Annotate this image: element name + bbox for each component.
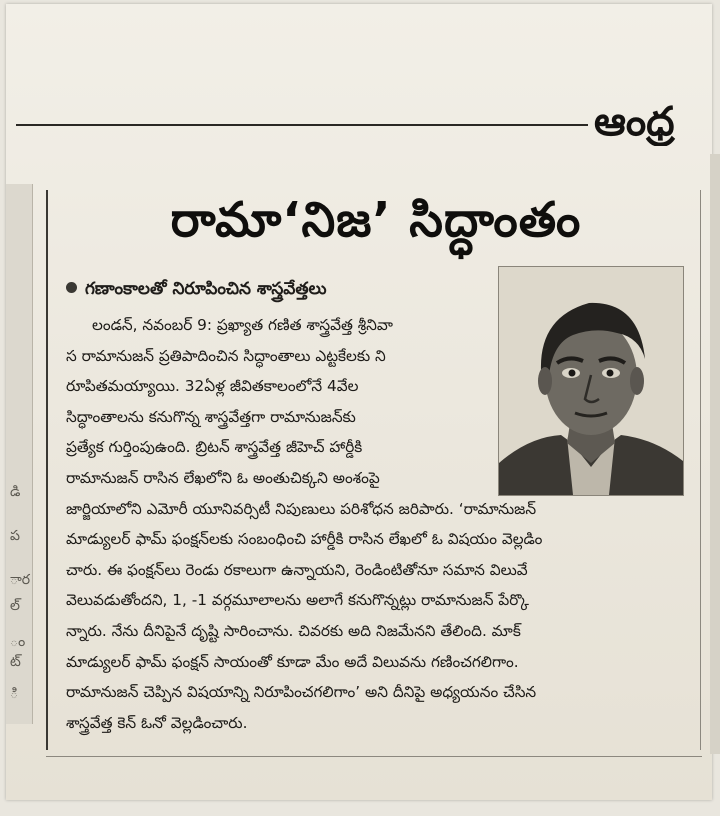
body-line: రామానుజన్ చెప్పిన విషయాన్ని నిరూపించగలిగాం’ అని దీనిపై అధ్యయనం చేసిన bbox=[66, 683, 537, 702]
column-border-left bbox=[46, 190, 48, 750]
top-rule bbox=[16, 124, 588, 126]
body-line: న్నారు. నేను దీనిపైనే దృష్టి సారించాను. చివరకు అది నిజమేనని తేలింది. మాక్ bbox=[66, 621, 521, 640]
article-body bbox=[66, 310, 688, 738]
body-line: సిద్ధాంతాలను కనుగొన్న శాస్త్రవేత్తగా రామానుజన్‌కు bbox=[66, 407, 356, 426]
body-line: చారు. ఈ ఫంక్షన్‌లు రెండు రకాలుగా ఉన్నాయని, రెండింటితోనూ సమాన విలువే bbox=[66, 560, 528, 579]
body-line: మాడ్యులర్ ఫామ్ ఫంక్షన్‌లకు సంబంధించి హార్డీకి రాసిన లేఖలో ఓ విషయం వెల్లడిం bbox=[66, 530, 543, 549]
body-line: జార్జియాలోని ఎమోరీ యూనివర్సిటీ నిపుణులు పరిశోధన జరిపారు. ‘రామానుజన్ bbox=[66, 499, 537, 518]
column-border-right bbox=[700, 190, 701, 750]
strip-glyph: ం bbox=[10, 634, 26, 650]
strip-glyph: ార bbox=[10, 572, 31, 588]
adjacent-column-strip bbox=[6, 184, 33, 724]
bottom-rule bbox=[46, 756, 702, 757]
body-line: స రామానుజన్ ప్రతిపాదించిన సిద్ధాంతాలు ఎట్టకేలకు ని bbox=[66, 346, 386, 365]
body-line: మాడ్యులర్ ఫామ్ ఫంక్షన్ సాయంతో కూడా మేం అదే విలువను గణించగలిగాం. bbox=[66, 652, 519, 671]
strip-glyph: ట్ bbox=[10, 654, 21, 670]
strip-glyph: డి bbox=[10, 484, 21, 500]
body-line: రామానుజన్ రాసిన లేఖలోని ఓ అంతుచిక్కని అంశంపై bbox=[66, 468, 380, 487]
newspaper-page bbox=[6, 4, 712, 800]
body-line: ప్రత్యేక గుర్తింపుఉంది. బ్రిటన్ శాస్త్రవేత్త జీహెచ్ హార్డీకి bbox=[66, 438, 363, 457]
body-line: వెలువడుతోందని, 1, -1 వర్గమూలాలను అలాగే కనుగొన్నట్లు రామానుజన్ పేర్కొ bbox=[66, 591, 529, 610]
masthead-fragment: ఆంధ్ర bbox=[594, 99, 675, 145]
article-headline: రామా‘నిజ’ సిద్ధాంతం bbox=[170, 192, 582, 248]
page-right-edge bbox=[710, 154, 720, 754]
strip-glyph: ప bbox=[10, 528, 20, 544]
article-subhead bbox=[66, 274, 486, 304]
body-line: శాస్త్రవేత్త కెన్ ఓనో వెల్లడించారు. bbox=[66, 713, 248, 732]
strip-glyph: ి bbox=[10, 686, 19, 702]
body-line: లండన్, నవంబర్ 9: ప్రఖ్యాత గణిత శాస్త్రవేత్త శ్రీనివా bbox=[92, 316, 393, 334]
body-line: రూపితమయ్యాయి. 32ఏళ్ల జీవితకాలంలోనే 4వేల bbox=[66, 377, 359, 396]
subhead-text: గణాంకాలతో నిరూపించిన శాస్త్రవేత్తలు bbox=[85, 279, 327, 299]
strip-glyph: ల్ bbox=[10, 598, 20, 614]
bullet-icon bbox=[66, 282, 77, 293]
